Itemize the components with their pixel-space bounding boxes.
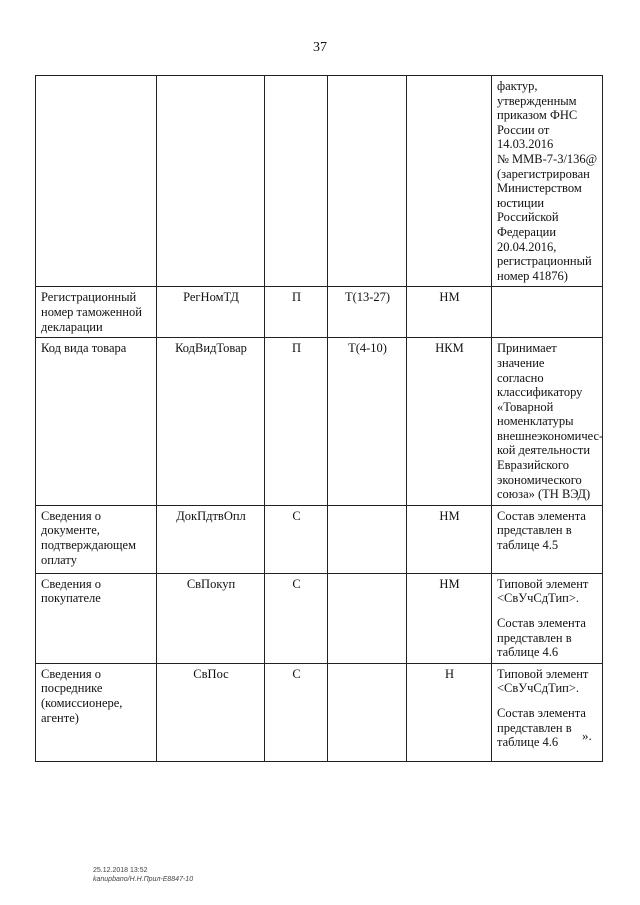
- note-line: <СвУчСдТип>.: [497, 681, 580, 696]
- footer-reference: kanupbano/Н.Н.Прил-E8847-10: [93, 876, 194, 883]
- note-line: утвержденным: [497, 93, 577, 108]
- cell-notes: [492, 663, 603, 761]
- cell-status: [265, 76, 328, 287]
- element-name-line: декларации: [41, 319, 103, 334]
- table-row: [36, 505, 603, 573]
- cell-tag: РегНомТД: [157, 287, 265, 338]
- element-name-line: Сведения о: [41, 666, 101, 681]
- note-line: таблице 4.6: [497, 645, 559, 660]
- note-line: <СвУчСдТип>.: [497, 591, 580, 606]
- note-line: Евразийского: [497, 458, 569, 473]
- page-number: 37: [313, 40, 327, 55]
- note-line: Типовой элемент: [497, 576, 589, 591]
- closing-quote: ».: [582, 728, 592, 743]
- note-line: таблице 4.5: [497, 538, 559, 553]
- paragraph-gap: [497, 696, 598, 706]
- note-line: приказом ФНС: [497, 108, 578, 123]
- note-line: номер 41876): [497, 268, 568, 283]
- note-line: Принимает значение: [497, 341, 557, 370]
- elements-table: [35, 75, 603, 762]
- note-line: фактур,: [497, 79, 538, 93]
- element-name-line: документе,: [41, 523, 100, 538]
- cell-format: Т(13-27): [328, 287, 407, 338]
- element-name-line: Сведения о: [41, 508, 101, 523]
- note-line: экономического: [497, 472, 582, 487]
- cell-tag: СвПос: [157, 663, 265, 761]
- cell-kind: НМ: [407, 505, 492, 573]
- note-line: Федерации: [497, 224, 557, 239]
- cell-status: С: [265, 505, 328, 573]
- footer-timestamp: 25.12.2018 13:52: [93, 867, 148, 874]
- note-line: представлен в: [497, 523, 572, 538]
- footer: [93, 866, 193, 884]
- cell-kind: Н: [407, 663, 492, 761]
- table-row: [36, 663, 603, 761]
- note-line: 20.04.2016,: [497, 239, 557, 254]
- note-line: Состав элемента: [497, 706, 586, 721]
- cell-status: С: [265, 663, 328, 761]
- cell-status: П: [265, 338, 328, 506]
- note-line: таблице 4.6: [497, 735, 559, 750]
- cell-kind: НМ: [407, 287, 492, 338]
- note-line: юстиции Российской: [497, 195, 559, 225]
- element-name-line: (комиссионере,: [41, 696, 123, 711]
- cell-element-name: [36, 663, 157, 761]
- paragraph-gap: [497, 606, 598, 616]
- cell-format: [328, 505, 407, 573]
- element-name-line: посреднике: [41, 681, 103, 696]
- note-line: России от 14.03.2016: [497, 122, 554, 152]
- cell-status: С: [265, 573, 328, 663]
- cell-format: [328, 76, 407, 287]
- cell-notes: [492, 287, 603, 338]
- element-name-line: подтверждающем: [41, 538, 136, 553]
- note-line: номенклатуры: [497, 414, 574, 429]
- note-line: союза» (ТН ВЭД): [497, 487, 591, 502]
- cell-notes: [492, 76, 603, 287]
- note-line: № ММВ-7-3/136@: [497, 151, 598, 166]
- element-name-line: Код вида товара: [41, 341, 127, 356]
- cell-element-name: [36, 76, 157, 287]
- note-line: представлен в: [497, 630, 572, 645]
- cell-element-name: [36, 338, 157, 506]
- table-row: [36, 287, 603, 338]
- note-line: Министерством: [497, 181, 582, 196]
- element-name-line: оплату: [41, 552, 77, 567]
- cell-element-name: [36, 287, 157, 338]
- cell-format: [328, 663, 407, 761]
- cell-format: Т(4-10): [328, 338, 407, 506]
- cell-tag: [157, 76, 265, 287]
- cell-status: П: [265, 287, 328, 338]
- note-line: классификатору: [497, 385, 583, 400]
- note-line: представлен в: [497, 720, 572, 735]
- table-row: [36, 573, 603, 663]
- note-line: «Товарной: [497, 399, 554, 414]
- note-line: регистрационный: [497, 254, 592, 269]
- element-name-line: агенте): [41, 710, 79, 725]
- cell-tag: ДокПдтвОпл: [157, 505, 265, 573]
- cell-kind: НМ: [407, 573, 492, 663]
- cell-kind: [407, 76, 492, 287]
- cell-tag: КодВидТовар: [157, 338, 265, 506]
- cell-notes: [492, 338, 603, 506]
- element-name-line: покупателе: [41, 591, 101, 606]
- cell-kind: НКМ: [407, 338, 492, 506]
- note-line: Состав элемента: [497, 616, 586, 631]
- element-name-line: Сведения о: [41, 576, 101, 591]
- element-name-line: Регистрационный: [41, 290, 137, 305]
- note-line: согласно: [497, 370, 544, 385]
- note-line: внешнеэкономичес-: [497, 428, 604, 443]
- note-line: кой деятельности: [497, 443, 591, 458]
- cell-tag: СвПокуп: [157, 573, 265, 663]
- note-line: Типовой элемент: [497, 666, 589, 681]
- cell-format: [328, 573, 407, 663]
- note-line: Состав элемента: [497, 508, 586, 523]
- cell-notes: [492, 573, 603, 663]
- table-row: [36, 76, 603, 287]
- cell-element-name: [36, 505, 157, 573]
- cell-element-name: [36, 573, 157, 663]
- note-line: (зарегистрирован: [497, 166, 590, 181]
- table-row: [36, 338, 603, 506]
- element-name-line: номер таможенной: [41, 304, 142, 319]
- cell-notes: [492, 505, 603, 573]
